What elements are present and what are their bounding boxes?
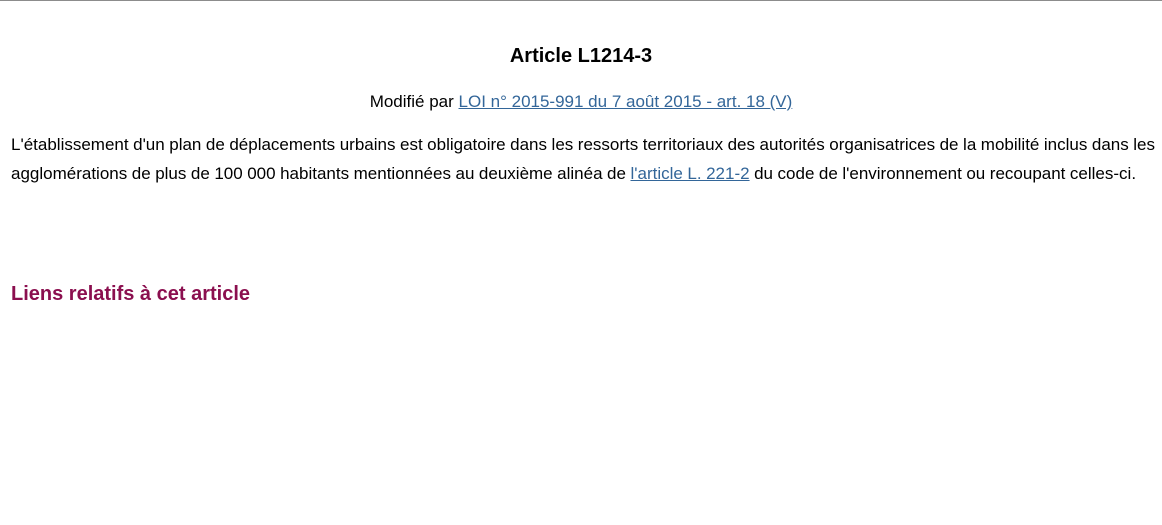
- modification-prefix: Modifié par: [369, 92, 459, 111]
- related-links-heading: Liens relatifs à cet article: [11, 283, 251, 305]
- article-body-text-1: L'établissement d'un plan de déplacements urbains est obligatoire dans les ressorts territoriaux des autorités organisatrices de la mobilité inclus dans les agglomérations de plus de 100 000 habitants mentionnées au deuxième alinéa de: [11, 135, 1155, 183]
- top-divider: [0, 0, 1162, 1]
- article-body-text-2: du code de l'environnement ou recoupant celles-ci.: [749, 163, 1137, 183]
- article-title: Article L1214-3: [509, 45, 653, 67]
- modifying-law-link[interactable]: LOI n° 2015-991 du 7 août 2015 - art. 18 (V): [458, 92, 793, 111]
- article-body: [11, 131, 1162, 188]
- article-reference-link[interactable]: l'article L. 221-2: [630, 163, 750, 183]
- modification-line: [0, 91, 1162, 113]
